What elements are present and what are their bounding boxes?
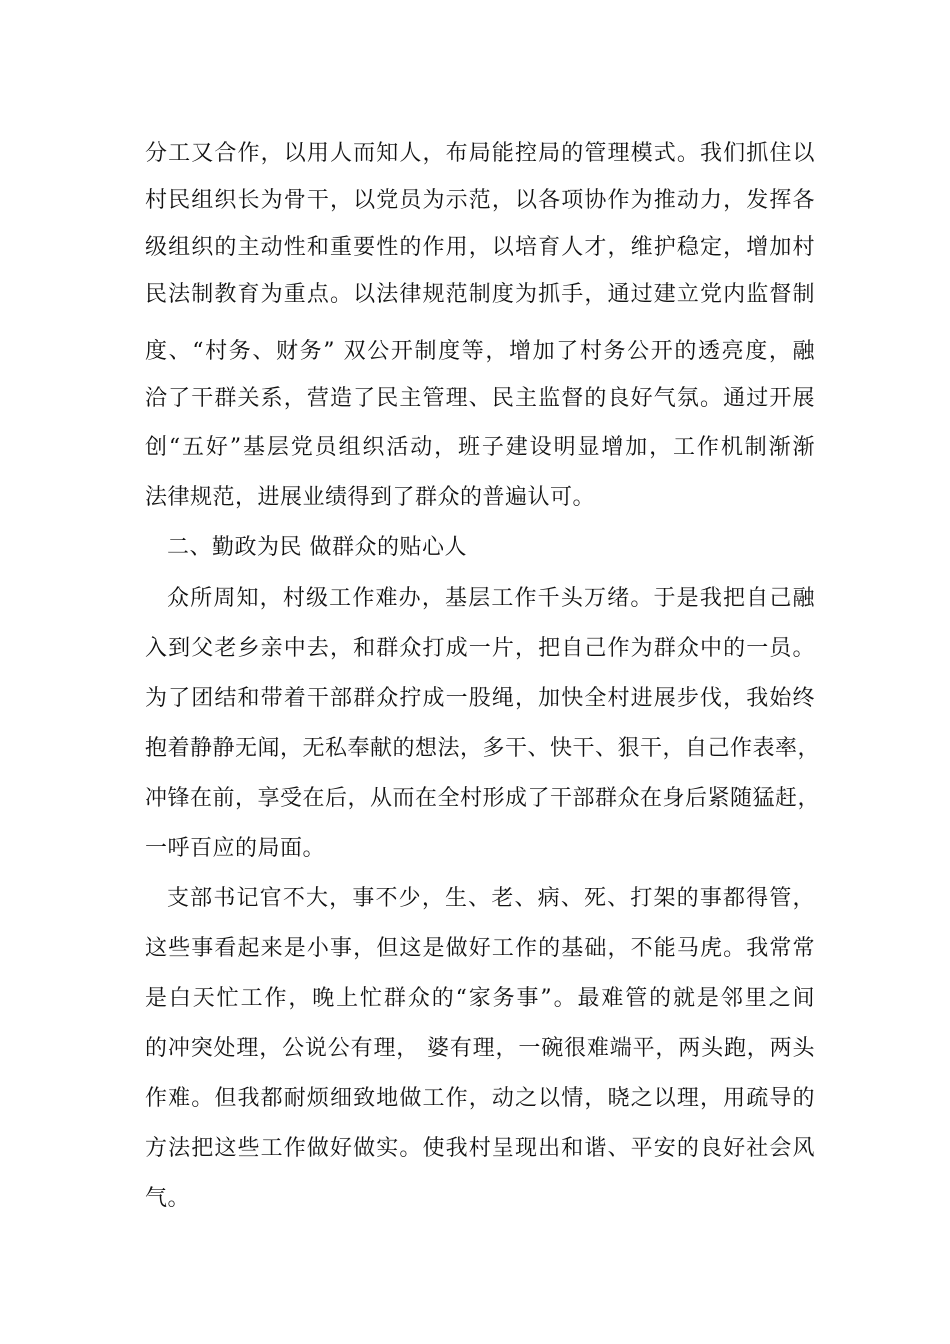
paragraph-line: 是白天忙工作，晚上忙群众的“家务事”。最难管的就是邻里之间 bbox=[145, 986, 815, 1011]
section-heading: 二、勤政为民 做群众的贴心人 bbox=[167, 535, 467, 560]
paragraph-line: 冲锋在前，享受在后，从而在全村形成了干部群众在身后紧随猛赶， bbox=[145, 786, 821, 811]
paragraph-line: 支部书记官不大，事不少，生、老、病、死、打架的事都得管， bbox=[167, 886, 815, 911]
paragraph-line: 作难。但我都耐烦细致地做工作，动之以情，晓之以理，用疏导的 bbox=[145, 1086, 815, 1111]
paragraph-line: 这些事看起来是小事，但这是做好工作的基础，不能马虎。我常常 bbox=[145, 936, 815, 961]
paragraph-line: 级组织的主动性和重要性的作用，以培育人才，维护稳定，增加村 bbox=[145, 235, 815, 260]
paragraph-line: 为了团结和带着干部群众拧成一股绳，加快全村进展步伐，我始终 bbox=[145, 686, 815, 711]
paragraph-line: 度、“村务、财务” 双公开制度等，增加了村务公开的透亮度，融 bbox=[145, 339, 815, 364]
paragraph-line: 法律规范，进展业绩得到了群众的普遍认可。 bbox=[145, 485, 596, 510]
paragraph-line: 洽了干群关系，营造了民主管理、民主监督的良好气氛。通过开展 bbox=[145, 386, 815, 411]
paragraph-line: 民法制教育为重点。以法律规范制度为抓手，通过建立党内监督制 bbox=[145, 282, 815, 307]
paragraph-line: 分工又合作，以用人而知人，布局能控局的管理模式。我们抓住以 bbox=[145, 141, 815, 166]
paragraph-line: 村民组织长为骨干，以党员为示范，以各项协作为推动力，发挥各 bbox=[145, 188, 815, 213]
paragraph-line: 众所周知，村级工作难办，基层工作千头万绪。于是我把自己融 bbox=[167, 586, 815, 611]
paragraph-line: 创“五好”基层党员组织活动，班子建设明显增加，工作机制渐渐 bbox=[145, 435, 815, 460]
paragraph-line: 一呼百应的局面。 bbox=[145, 836, 326, 861]
paragraph-line: 方法把这些工作做好做实。使我村呈现出和谐、平安的良好社会风 bbox=[145, 1136, 815, 1161]
paragraph-line: 的冲突处理，公说公有理， 婆有理，一碗很难端平，两头跑，两头 bbox=[145, 1036, 815, 1061]
paragraph-line: 入到父老乡亲中去，和群众打成一片，把自己作为群众中的一员。 bbox=[145, 636, 815, 661]
paragraph-line: 抱着静静无闻，无私奉献的想法，多干、快干、狠干，自己作表率， bbox=[145, 736, 821, 761]
paragraph-line: 气。 bbox=[145, 1186, 191, 1211]
